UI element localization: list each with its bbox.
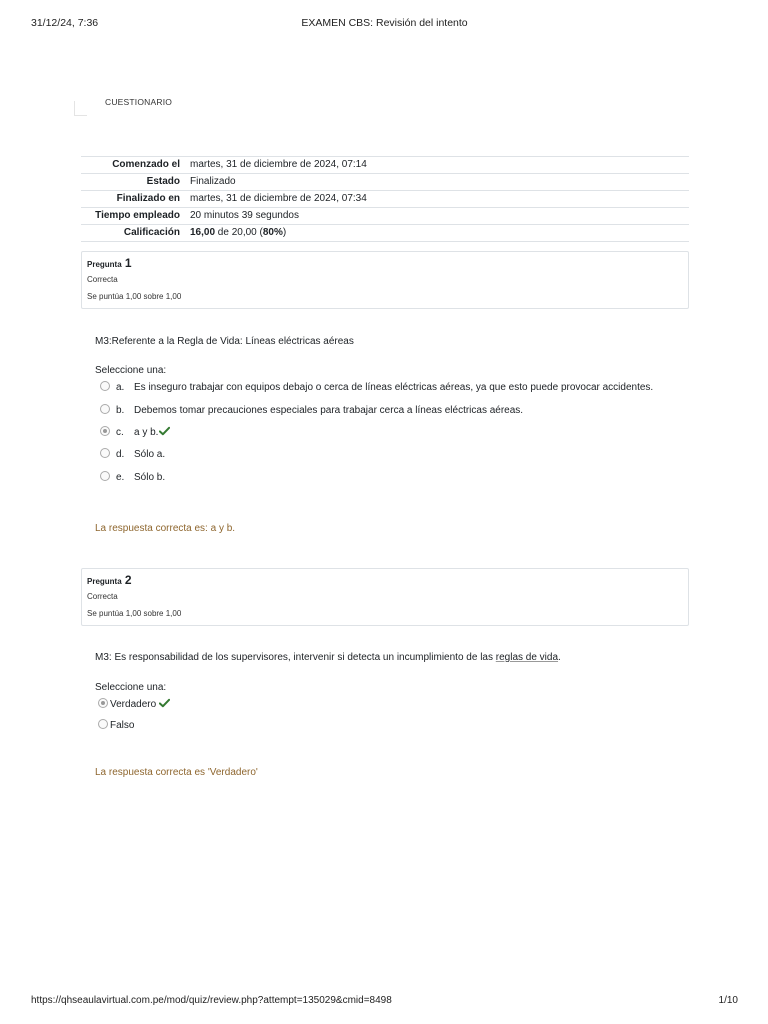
radio-button-selected[interactable] xyxy=(100,426,110,436)
answer-letter: a. xyxy=(116,382,125,393)
answer-text: Sólo a. xyxy=(134,449,166,460)
answer-letter: e. xyxy=(116,472,125,483)
answer-option-b[interactable] xyxy=(100,405,523,419)
print-datetime: 31/12/24, 7:36 xyxy=(31,17,99,29)
answer-text: Falso xyxy=(110,720,135,731)
question-state: Correcta xyxy=(87,275,118,284)
answer-text: Es inseguro trabajar con equipos debajo o cerca de líneas eléctricas aéreas, ya que esto puede provocar accidentes. xyxy=(134,382,654,393)
question-2-text xyxy=(95,652,561,663)
summary-label: Comenzado el xyxy=(81,157,185,174)
summary-value: Finalizado xyxy=(185,174,689,191)
question-1-right-answer: La respuesta correcta es: a y b. xyxy=(95,523,236,534)
grade-out-of: de 20,00 ( xyxy=(215,227,263,238)
print-header xyxy=(31,17,738,31)
answer-letter: b. xyxy=(116,405,125,416)
summary-row xyxy=(81,157,689,174)
grade-label: Calificación xyxy=(81,225,185,242)
grade-value xyxy=(185,225,689,242)
question-number xyxy=(87,256,132,270)
grade-close: ) xyxy=(282,227,287,238)
activity-type-label: CUESTIONARIO xyxy=(105,97,173,107)
answer-option-a[interactable] xyxy=(100,382,653,396)
question-1-info xyxy=(81,251,689,309)
question-grade: Se puntúa 1,00 sobre 1,00 xyxy=(87,609,182,618)
answer-text: Sólo b. xyxy=(134,472,166,483)
glossary-link[interactable]: reglas de vida xyxy=(495,652,559,663)
question-2-prompt: Seleccione una: xyxy=(95,682,167,693)
answer-option-true[interactable] xyxy=(98,699,170,713)
radio-button-selected[interactable] xyxy=(98,698,108,708)
summary-value: martes, 31 de diciembre de 2024, 07:14 xyxy=(185,157,689,174)
attempt-summary-table xyxy=(81,156,689,242)
question-1-prompt: Seleccione una: xyxy=(95,365,167,376)
radio-button[interactable] xyxy=(100,404,110,414)
quiz-icon xyxy=(74,101,87,116)
answer-option-e[interactable] xyxy=(100,472,165,486)
summary-row xyxy=(81,208,689,225)
question-number xyxy=(87,573,132,587)
grade-score: 16,00 xyxy=(190,227,216,238)
summary-row-grade xyxy=(81,225,689,242)
answer-text: a y b. xyxy=(134,427,159,438)
answer-option-false[interactable] xyxy=(98,720,134,734)
question-text-end: . xyxy=(558,652,561,663)
question-text-part: M3: Es responsabilidad de los supervisores, intervenir si detecta un incumplimiento de las xyxy=(95,652,496,663)
check-icon xyxy=(159,698,170,708)
question-state: Correcta xyxy=(87,592,118,601)
summary-value: 20 minutos 39 segundos xyxy=(185,208,689,225)
print-title: EXAMEN CBS: Revisión del intento xyxy=(301,17,468,29)
question-2-right-answer: La respuesta correcta es 'Verdadero' xyxy=(95,767,258,778)
radio-button[interactable] xyxy=(98,719,108,729)
print-footer xyxy=(31,995,738,1009)
answer-text: Verdadero xyxy=(110,699,157,710)
question-1-text: M3:Referente a la Regla de Vida: Líneas eléctricas aéreas xyxy=(95,336,354,347)
summary-row xyxy=(81,191,689,208)
answer-text: Debemos tomar precauciones especiales para trabajar cerca a líneas eléctricas aéreas. xyxy=(134,405,524,416)
radio-button[interactable] xyxy=(100,448,110,458)
question-2-info xyxy=(81,568,689,626)
summary-row xyxy=(81,174,689,191)
summary-label: Estado xyxy=(81,174,185,191)
answer-letter: c. xyxy=(116,427,124,438)
grade-percent: 80% xyxy=(262,227,283,238)
answer-letter: d. xyxy=(116,449,125,460)
question-grade: Se puntúa 1,00 sobre 1,00 xyxy=(87,292,182,301)
summary-value: martes, 31 de diciembre de 2024, 07:34 xyxy=(185,191,689,208)
page-url: https://qhseaulavirtual.com.pe/mod/quiz/review.php?attempt=135029&cmid=8498 xyxy=(31,995,392,1006)
question-num: 2 xyxy=(124,573,132,587)
check-icon xyxy=(159,426,170,436)
question-prefix: Pregunta xyxy=(87,260,122,269)
answer-option-c[interactable] xyxy=(100,427,170,441)
summary-label: Tiempo empleado xyxy=(81,208,185,225)
radio-button[interactable] xyxy=(100,381,110,391)
radio-button[interactable] xyxy=(100,471,110,481)
activity-header xyxy=(74,96,274,120)
summary-label: Finalizado en xyxy=(81,191,185,208)
question-prefix: Pregunta xyxy=(87,577,122,586)
question-num: 1 xyxy=(124,256,132,270)
page-number: 1/10 xyxy=(718,995,738,1006)
answer-option-d[interactable] xyxy=(100,449,165,463)
